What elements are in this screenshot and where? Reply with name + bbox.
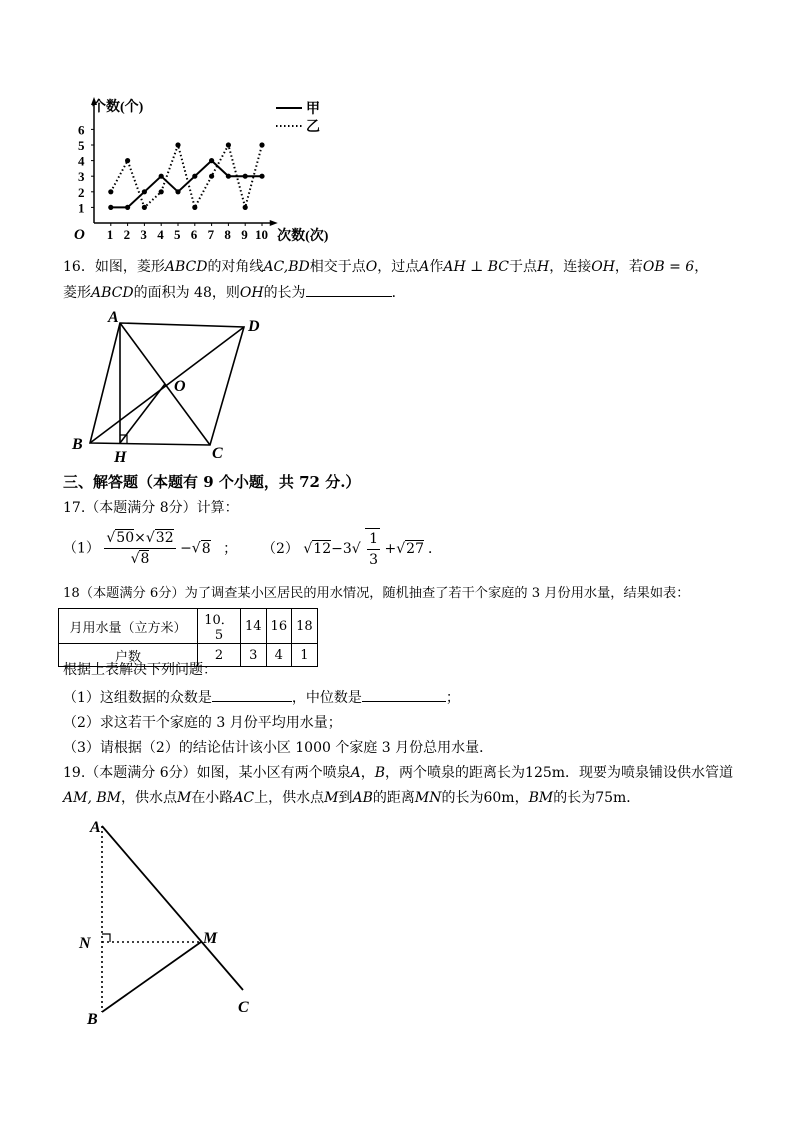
q19-math: MN [414,790,442,806]
data-point [175,189,180,194]
q16-text: ，若 [614,259,643,275]
q19-math: A [350,765,361,781]
sqrt-symbol: √ [396,541,406,557]
legend-label: 乙 [306,120,320,135]
q18-sub1 [63,687,460,708]
q17-part1 [63,528,237,568]
legend-label: 甲 [306,102,320,117]
q19-math: AC [233,790,255,806]
table-cell: 1 [292,644,318,667]
data-point [259,174,264,179]
x-tick-label: 3 [140,227,147,242]
table-cell: 2 [198,644,241,667]
table-row-label: 户数 [59,644,198,667]
q17-p1-semicolon: ； [223,540,238,557]
data-point [159,189,164,194]
label-c: C [212,445,223,462]
q17-p1-den: 8 [140,551,150,567]
q17-p1-label: （1） [63,540,100,557]
q18-intro: 根据上表解决下列问题： [63,662,217,678]
x-tick-label: 5 [174,227,181,242]
sqrt-symbol: √ [191,540,201,557]
q17-p2-rad2: 27 [406,541,424,557]
q19-text: ．现要为喷泉铺设供水管道 [565,765,734,781]
x-tick-label: 1 [106,227,114,242]
q16-text: 于点 [509,259,537,275]
label-d: D [248,318,260,335]
q19-text: ． [626,790,641,806]
q19-text: 的长为 [441,790,484,806]
sqrt-symbol: √ [145,530,155,546]
x-axis-arrow [270,220,278,226]
q17-p2-label: （2） [262,541,299,557]
q19-text: 在小路 [191,790,234,806]
segment-bm [102,942,201,1012]
segment-oh [120,384,165,443]
right-angle-mark [102,934,110,942]
q19-math: 75m [595,790,627,806]
x-axis-title: 次数(次) [277,229,329,244]
q19-text: ， [514,790,529,806]
q19-text: 到 [338,790,353,806]
q19-math: AB [352,790,373,806]
q16-math: AC,BD [263,259,310,275]
q17-p1-rad-b: 32 [155,530,174,546]
y-tick-label: 3 [78,169,85,185]
q17-p2-fraction [365,528,380,570]
sqrt-symbol: √ [351,541,361,557]
origin-label: O [74,227,85,243]
q17-p1-fraction [104,528,175,569]
q16-text: 的面积为 48，则 [133,285,240,301]
q16-math: OB = 6 [642,259,695,275]
sqrt-symbol: √ [130,551,140,567]
q16-answer-blank[interactable] [306,282,392,297]
q16-text: 的长为 [263,285,306,301]
q16-line2 [63,282,406,303]
q17-p2-num: 1 [367,529,380,550]
q18-sub2: （2）求这若干个家庭的 3 月份平均用水量； [63,715,342,731]
q17-p1-tail-rad: 8 [201,540,211,557]
label-b: B [72,436,83,453]
sqrt-symbol: √ [106,530,116,546]
q16-line1 [63,257,708,277]
data-point [159,174,164,179]
q17-p1-times: × [134,530,146,546]
q17-p2-rad1: 12 [313,541,332,557]
q18-text: ； [445,690,460,706]
table-row [59,609,318,644]
q18-text: ，中位数是 [291,690,362,706]
q16-text: ，连接 [549,259,592,275]
x-tick-label: 9 [241,227,248,242]
q17-p2-den: 3 [369,552,379,568]
x-tick-label: 10 [255,227,268,242]
label-c: C [238,999,249,1016]
q16-math: A [419,259,430,275]
q17-p2-end: ． [428,541,442,557]
series-line-jia [111,161,262,208]
label-b: B [87,1011,98,1028]
q17-p2-minus3: −3 [331,541,352,557]
data-point [209,158,214,163]
label-m: M [203,930,218,947]
table-row-label: 月用水量（立方米） [59,609,198,644]
data-point [108,189,113,194]
q16-text: 菱形 [63,285,91,301]
q17-p1-minus: − [180,540,192,557]
q19-text: ，两个喷泉的距离长为 [385,765,526,781]
q19-text: 19.（本题满分 6分）如图，某小区有两个喷泉 [63,765,351,781]
q19-math: 60m [483,790,515,806]
data-point [226,142,231,147]
table-cell: 10．5 [198,609,241,644]
q16-text: ， [694,259,709,275]
table-cell: 16 [266,609,292,644]
table-cell: 4 [266,644,292,667]
q18-head: 18（本题满分 6分）为了调查某小区居民的用水情况，随机抽查了若干个家庭的 3 月份用水量，结果如表： [63,586,690,601]
fountain-figure [75,810,275,1030]
table-cell: 18 [292,609,318,644]
q17-part2 [262,528,442,568]
x-tick-label: 7 [207,227,215,242]
x-tick-label: 6 [190,227,198,242]
q16-text: 作 [429,259,444,275]
data-point [125,205,130,210]
q19-math: B [374,765,386,781]
median-answer-blank[interactable] [362,687,446,702]
label-h: H [114,449,127,465]
rhombus-figure [68,305,268,465]
data-point [243,174,248,179]
q17-head: 17.（本题满分 8分）计算： [63,500,239,516]
q16-math: AH ⊥ BC [443,259,509,275]
data-point [125,158,130,163]
q16-text: 的对角线 [207,259,264,275]
data-point [192,174,197,179]
y-tick-label: 4 [78,153,85,169]
path-ac [102,826,243,990]
q17-p2-plus: + [384,541,397,557]
q19-text: 上，供水点 [254,790,325,806]
sqrt-symbol: √ [303,541,313,557]
table-cell: 14 [241,609,267,644]
y-axis-title: 个数(个) [92,100,144,115]
x-tick-label: 2 [123,227,131,242]
data-point [259,142,264,147]
q19-text: ， [360,765,375,781]
label-o: O [174,378,186,395]
label-n: N [79,935,91,952]
q19-text: ，供水点 [120,790,177,806]
q16-text: ，过点 [377,259,420,275]
x-tick-label: 4 [157,227,164,242]
q18-text: （1）这组数据的众数是 [63,690,212,706]
data-point [192,205,197,210]
q19-text: 的距离 [372,790,415,806]
q19-math: AM, BM [63,790,121,806]
q19-math: M [324,790,339,806]
q16-math: H [537,259,550,275]
section-heading: 三、解答题（本题有 9 个小题，共 72 分.） [63,473,361,491]
line-chart [70,95,350,250]
data-point [142,205,147,210]
data-point [108,205,113,210]
data-point [243,205,248,210]
data-point [175,142,180,147]
q16-math: O [365,259,378,275]
data-point [226,174,231,179]
q17-p1-rad-a: 50 [116,530,135,546]
q19-line1 [63,763,733,783]
table-cell: 3 [241,644,267,667]
mode-answer-blank[interactable] [212,687,292,702]
q16-math: ABCD [91,285,134,301]
x-tick-label: 8 [224,227,231,242]
y-tick-label: 5 [78,138,85,153]
q19-math: M [176,790,192,806]
water-usage-table [58,608,318,667]
q18-sub3: （3）请根据（2）的结论估计该小区 1000 个家庭 3 月份总用水量． [63,740,494,756]
q16-text: 相交于点 [309,259,366,275]
q19-line2 [63,788,640,808]
q19-math: 125m [525,765,566,781]
q16-math: OH [591,259,615,275]
diagonal-bd [90,327,244,443]
q16-text: 16．如图，菱形 [63,259,165,275]
data-point [142,189,147,194]
q19-text: 的长为 [553,790,596,806]
q19-math: BM [528,790,554,806]
y-tick-label: 1 [78,200,85,216]
label-a: A [90,819,101,836]
q16-text: ． [391,285,406,301]
q16-math: ABCD [164,259,208,275]
label-a: A [108,309,119,326]
q16-math: OH [239,285,264,301]
y-tick-label: 2 [78,184,85,200]
data-point [209,174,214,179]
y-tick-label: 6 [78,122,85,138]
